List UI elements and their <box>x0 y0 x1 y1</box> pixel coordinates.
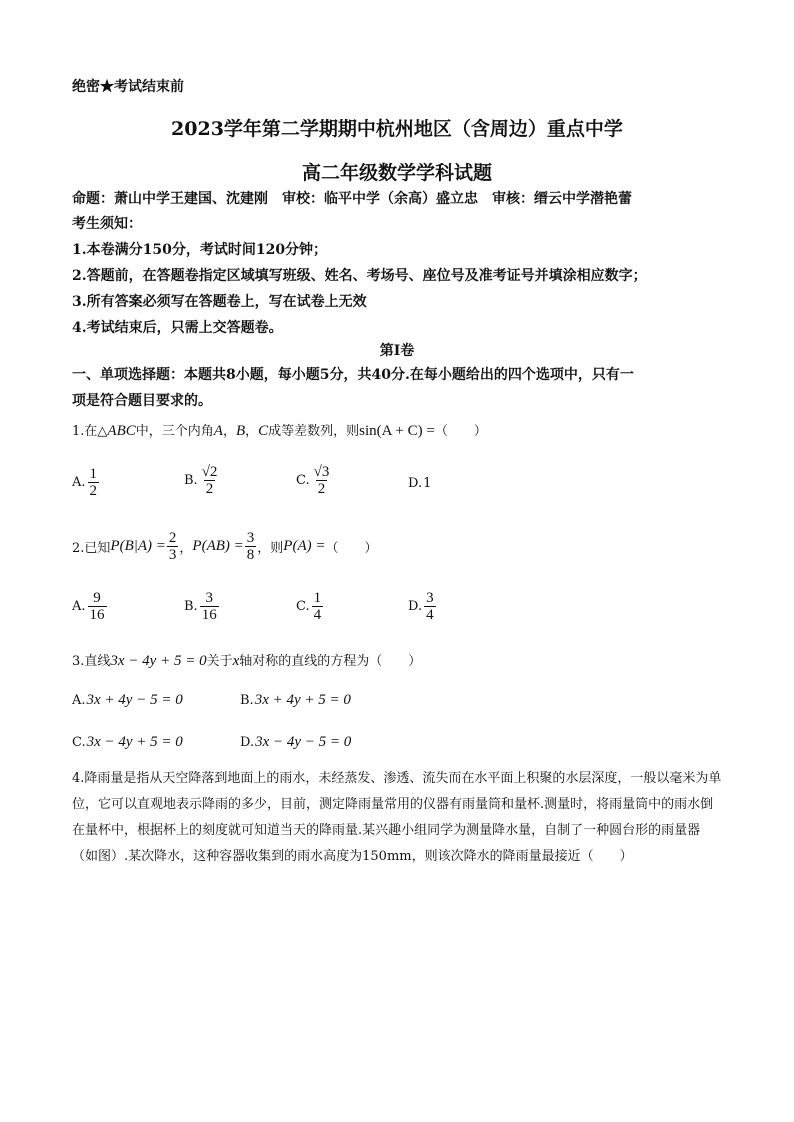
q2-paren: （ ） <box>325 541 378 556</box>
option-value: 3x − 4y − 5 = 0 <box>255 734 352 750</box>
question-3 <box>72 650 421 670</box>
option-value: 3x − 4y + 5 = 0 <box>86 734 183 750</box>
q2-option-d[interactable] <box>408 590 437 623</box>
q3-option-d[interactable] <box>240 734 351 751</box>
fraction: $\frac{3}{16}$ <box>201 590 217 623</box>
option-label: D. <box>408 476 423 491</box>
fraction: $\frac{9}{16}$ <box>89 590 105 623</box>
q2-mid: ，则 <box>257 541 284 556</box>
volume-heading: 第Ⅰ卷 <box>379 343 415 359</box>
q3-equation: 3x − 4y + 5 = 0 <box>110 653 207 669</box>
notice-item: 1.本卷满分150分，考试时间120分钟； <box>72 242 328 258</box>
q1-expr: sin(A + C) = <box>359 423 435 439</box>
q3-mid: 关于 <box>206 654 233 669</box>
q1-abc: ABC <box>107 423 136 439</box>
exam-title: 2023学年第二学期期中杭州地区（含周边）重点中学 <box>171 118 623 140</box>
fraction: $\frac{1}{4}$ <box>313 590 322 623</box>
q1-mid2: 成等差数列，则 <box>268 424 360 439</box>
q2-sep: ， <box>179 541 193 556</box>
q1-option-b[interactable] <box>184 464 220 497</box>
fraction: $\frac{2}{3}$ <box>168 530 177 563</box>
fraction: $\frac{1}{2}$ <box>89 466 98 499</box>
option-label: A. <box>72 475 86 490</box>
exam-subtitle: 高二年级数学学科试题 <box>301 162 492 184</box>
q2-p2: P(AB) = <box>192 538 244 554</box>
q3-option-b[interactable] <box>240 692 351 709</box>
q1-c: C <box>258 423 269 439</box>
q1-option-d[interactable] <box>408 476 431 491</box>
option-label: A. <box>72 693 86 708</box>
question-2 <box>72 530 377 563</box>
q2-p3: P(A) = <box>283 538 326 554</box>
q2-option-a[interactable] <box>72 590 108 623</box>
q1-option-a[interactable] <box>72 466 100 499</box>
section-heading-cont: 项是符合题目要求的。 <box>72 393 212 409</box>
authors-line: 命题：萧山中学王建国、沈建刚 审校：临平中学（余高）盛立忠 审核：缙云中学潜艳蕾 <box>72 191 632 207</box>
q1-b: B <box>235 423 246 439</box>
q1-a: A <box>213 423 223 439</box>
q3-option-a[interactable] <box>72 692 183 709</box>
q3-suffix: 轴对称的直线的方程为（ ） <box>239 654 422 669</box>
option-label: A. <box>72 599 86 614</box>
question-1: 1.在△ABC中，三个内角A，B，C成等差数列，则sin(A + C) =（ ） <box>72 423 487 439</box>
option-value: 1 <box>423 476 432 491</box>
q1-mid1: 中，三个内角 <box>135 424 214 439</box>
q2-p1: P(B|A) = <box>110 538 166 554</box>
q3-x: x <box>232 653 240 669</box>
q1-option-c[interactable] <box>296 464 332 497</box>
q1-prefix: 1.在△ <box>72 424 108 439</box>
option-label: D. <box>408 599 423 614</box>
q2-prefix: 2.已知 <box>72 541 111 556</box>
q1-paren: （ ） <box>434 424 487 439</box>
option-value: 3x + 4y + 5 = 0 <box>254 692 351 708</box>
notice-item: 4.考试结束后，只需上交答题卷。 <box>72 320 283 336</box>
notice-item: 2.答题前，在答题卷指定区域填写班级、姓名、考场号、座位号及准考证号并填涂相应数字； <box>72 268 647 284</box>
fraction: $\frac{√3}{2}$ <box>313 464 330 497</box>
secret-label: 绝密★考试结束前 <box>72 79 184 95</box>
option-label: B. <box>184 599 198 614</box>
option-label: C. <box>296 599 310 614</box>
option-label: D. <box>240 735 255 750</box>
notice-heading: 考生须知： <box>72 216 142 232</box>
question-4: 4.降雨量是指从天空降落到地面上的雨水，未经蒸发、渗透、流失而在水平面上积聚的水层深度，一般以毫米为单位，它可以直观地表示降雨的多少，目前，测定降雨量常用的仪器有雨量筒和量杯.测量时，将雨量筒中的雨水倒在量杯中，根据杯上的刻度就可知道当天的降雨量.某兴趣小组同学为测量降水量，自制了一种圆台形的雨量器（如图）.某次降水，这种容器收集到的雨水高度为150mm，则该次降水的降雨量最接近（ ） <box>72 771 722 864</box>
q3-prefix: 3.直线 <box>72 654 111 669</box>
option-label: B. <box>184 473 198 488</box>
option-label: C. <box>296 473 310 488</box>
option-label: C. <box>72 735 86 750</box>
notice-item: 3.所有答案必须写在答题卷上，写在试卷上无效 <box>72 294 367 310</box>
fraction: $\frac{3}{4}$ <box>426 590 434 623</box>
section-heading: 一、单项选择题：本题共8小题，每小题5分，共40分.在每小题给出的四个选项中，只有一 <box>72 367 634 383</box>
q2-option-b[interactable] <box>184 590 220 623</box>
fraction: $\frac{3}{8}$ <box>246 530 255 563</box>
q2-option-c[interactable] <box>296 590 324 623</box>
option-label: B. <box>240 693 254 708</box>
fraction: $\frac{√2}{2}$ <box>201 464 218 497</box>
q3-option-c[interactable] <box>72 734 183 751</box>
option-value: 3x + 4y − 5 = 0 <box>86 692 183 708</box>
